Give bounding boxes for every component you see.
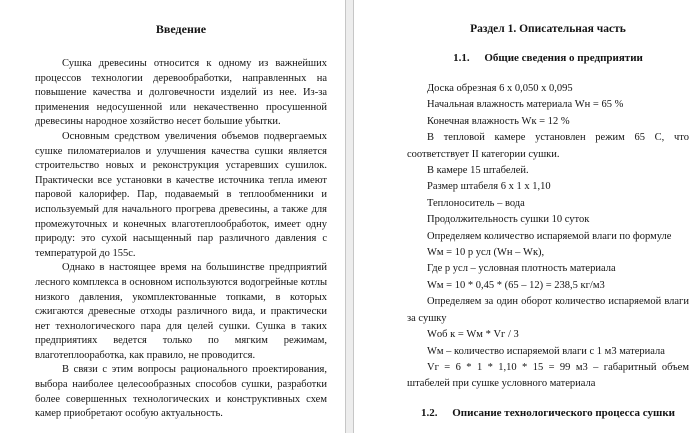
doc-line: Wм = 10 р усл (Wн – Wк), bbox=[427, 247, 545, 259]
doc-line: В тепловой камере установлен режим 65 С, что соответствует II категории сушки. bbox=[407, 132, 689, 160]
doc-line: Теплоноситель – вода bbox=[427, 197, 525, 209]
doc-line: Определяем за один оборот количество испаряемой влаги за сушку bbox=[407, 296, 689, 324]
doc-line: Доска обрезная 6 х 0,050 х 0,095 bbox=[427, 83, 573, 94]
page-introduction bbox=[0, 0, 345, 433]
introduction-paragraph: Сушка древесины относится к одному из важнейших процессов технологии деревообработки, направленных на повышение качества и долговечности изделий из нее. Из-за применения недосушенной или некачественно просушенной древесины народное хозяйство несет большие убытки. bbox=[35, 58, 327, 128]
doc-line: В камере 15 штабелей. bbox=[427, 165, 529, 177]
doc-line: Размер штабеля 6 х 1 х 1,10 bbox=[427, 181, 551, 193]
doc-line: Определяем количество испаряемой влаги по формуле bbox=[427, 230, 672, 242]
doc-line: Wоб к = Wм * Vг / 3 bbox=[427, 329, 519, 341]
subsection-1-1-number: 1.1. bbox=[453, 52, 470, 64]
subsection-1-2-number: 1.2. bbox=[421, 406, 438, 419]
introduction-paragraph: Однако в настоящее время на большинстве предприятий лесного комплекса в основном используются водогрейные котлы низкого давления, укомплектованные топками, в которых сжигаются древесные отходы различного вида, и практически нет технологического пара для целей сушки. Сушка в таких предприятиях ведется только по мягким режимам, влаготеплооработка, как правило, не проводится. bbox=[35, 262, 327, 361]
doc-line: Vг = 6 * 1 * 1,10 * 15 = 99 м3 – габаритный объем штабелей при сушке условного материала bbox=[407, 361, 689, 390]
page-section-1 bbox=[354, 0, 693, 433]
section-1-heading-title: Описательная часть bbox=[519, 23, 626, 35]
doc-line: Начальная влажность материала Wн = 65 % bbox=[427, 99, 624, 111]
subsection-1-1-title: Общие сведения о предприятии bbox=[484, 52, 643, 64]
introduction-heading: Введение bbox=[155, 22, 207, 36]
introduction-paragraph: Основным средством увеличения объемов подвергаемых сушке пиломатериалов и улучшения качества сушки является строительство новых и реконструкция устаревших сушилок. Практически все установки в качестве источника тепла имеют паровой калорифер. Пар, подаваемый в теплообменники и используемый для начального прогрева древесины, а также для промежуточных и конечных влаготеплообработок, имеет одну природу: это сухой насыщенный пар различного давления с температурой до 155с. bbox=[35, 130, 327, 259]
subsection-1-2-heading bbox=[407, 406, 689, 420]
subsection-1-1-heading bbox=[407, 51, 689, 65]
doc-line: Где р усл – условная плотность материала bbox=[427, 263, 616, 275]
introduction-paragraph: В связи с этим вопросы рационального проектирования, выбора наиболее целесообразных способов сушки, разработки более совершенных технологических и конструктивных схем камер приобретают особую актуальность. bbox=[35, 364, 327, 420]
doc-line: Конечная влажность Wк = 12 % bbox=[427, 115, 570, 127]
subsection-1-2-title: Описание технологического процесса сушки bbox=[452, 406, 675, 419]
doc-line: Продолжительность сушки 10 суток bbox=[427, 214, 590, 226]
section-1-heading bbox=[407, 22, 689, 37]
page-gap-divider bbox=[345, 0, 354, 433]
section-1-heading-number: Раздел 1. bbox=[470, 23, 517, 35]
doc-line: Wм = 10 * 0,45 * (65 – 12) = 238,5 кг/м3 bbox=[427, 279, 605, 291]
doc-line: Wм – количество испаряемой влаги с 1 м3 материала bbox=[427, 345, 665, 357]
